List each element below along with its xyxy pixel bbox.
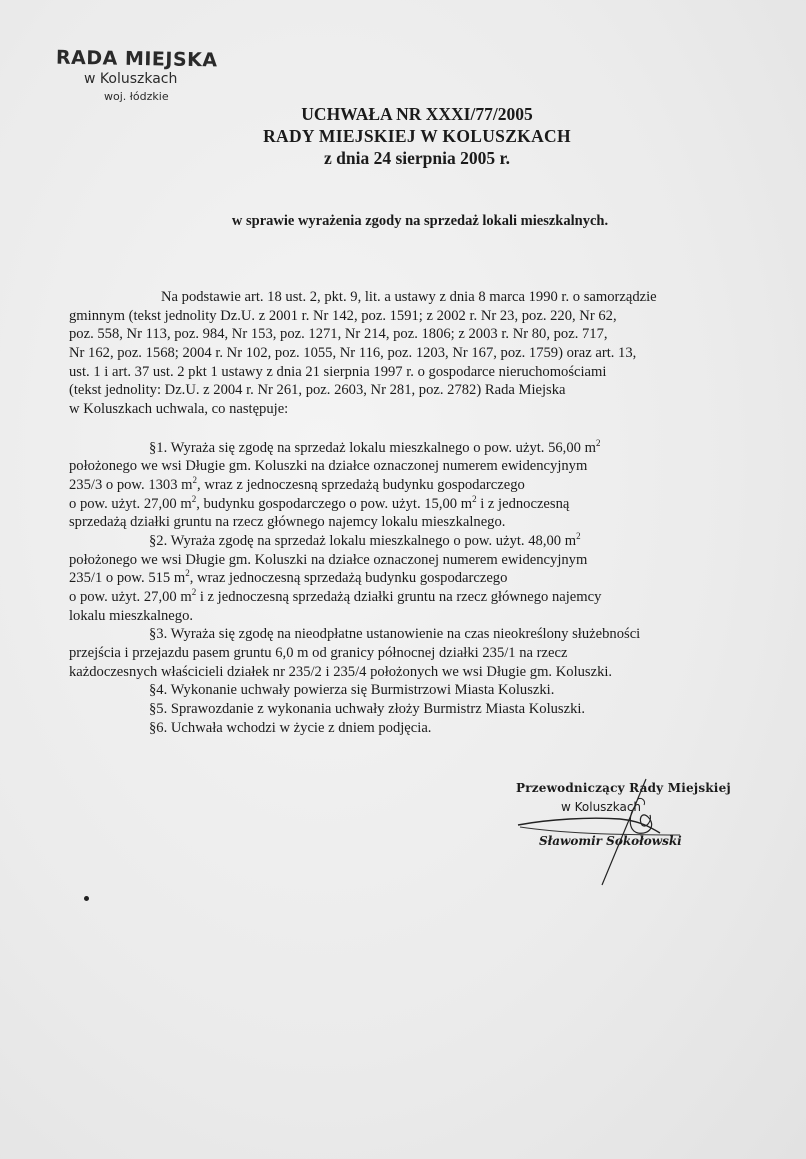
- preamble-line: Na podstawie art. 18 ust. 2, pkt. 9, lit. a ustawy z dnia 8 marca 1990 r. o samorządzie: [161, 289, 657, 305]
- ink-speck: [84, 896, 89, 901]
- section-1-line: sprzedażą działki gruntu na rzecz głównego najemcy lokalu mieszkalnego.: [69, 514, 506, 530]
- section-2-line: o pow. użyt. 27,00 $m^2$ i z jednoczesną sprzedażą działki gruntu na rzecz głównego najemcy: [69, 587, 602, 605]
- signature-title: Przewodniczący Rady Miejskiej: [516, 781, 731, 795]
- resolution-date: z dnia 24 sierpnia 2005 r.: [323, 148, 511, 168]
- section-3-line: przejścia i przejazdu pasem gruntu 6,0 m od granicy północnej działki 235/1 na rzecz: [69, 645, 568, 661]
- stamp-line-2: w Koluszkach: [84, 71, 178, 87]
- preamble-line: gminnym (tekst jednolity Dz.U. z 2001 r. Nr 142, poz. 1591; z 2002 r. Nr 23, poz. 220, Nr 62,: [69, 308, 617, 324]
- section-6: §6. Uchwała wchodzi w życie z dniem podjęcia.: [149, 720, 432, 736]
- stamp-line-3: woj. łódzkie: [104, 90, 169, 103]
- section-1-line: §1. Wyraża się zgodę na sprzedaż lokalu mieszkalnego o pow. użyt. 56,00 $m^2$: [149, 438, 601, 456]
- preamble-line: (tekst jednolity: Dz.U. z 2004 r. Nr 261, poz. 2603, Nr 281, poz. 2782) Rada Miejska: [69, 382, 566, 398]
- section-4: §4. Wykonanie uchwały powierza się Burmistrzowi Miasta Koluszki.: [149, 682, 555, 698]
- section-1-line: o pow. użyt. 27,00 $m^2$, budynku gospodarczego o pow. użyt. 15,00 $m^2$ i z jednoczesną: [69, 494, 570, 512]
- section-2-line: położonego we wsi Długie gm. Koluszki na działce oznaczonej numerem ewidencyjnym: [69, 552, 588, 568]
- signature-name: Sławomir Sokołowski: [539, 834, 682, 848]
- section-3-line: każdoczesnych właścicieli działek nr 235/2 i 235/4 położonych we wsi Długie gm. Koluszki.: [69, 664, 613, 680]
- section-2-line: §2. Wyraża zgodę na sprzedaż lokalu mieszkalnego o pow. użyt. 48,00 $m^2$: [149, 531, 581, 549]
- section-5: §5. Sprawozdanie z wykonania uchwały złoży Burmistrz Miasta Koluszki.: [149, 701, 586, 717]
- resolution-title: UCHWAŁA NR XXXI/77/2005: [301, 104, 533, 124]
- section-2-line: 235/1 o pow. 515 $m^2$, wraz jednoczesną sprzedażą budynku gospodarczego: [69, 568, 508, 586]
- resolution-body: RADY MIEJSKIEJ W KOLUSZKACH: [263, 126, 571, 146]
- section-3-line: §3. Wyraża się zgodę na nieodpłatne ustanowienie na czas nieokreślony służebności: [149, 626, 641, 642]
- section-1-line: 235/3 o pow. 1303 $m^2$, wraz z jednoczesną sprzedażą budynku gospodarczego: [69, 475, 525, 493]
- section-1-line: położonego we wsi Długie gm. Koluszki na działce oznaczonej numerem ewidencyjnym: [69, 458, 588, 474]
- stamp-line-1: RADA MIEJSKA: [55, 46, 218, 72]
- handwritten-signature-icon: [510, 775, 710, 895]
- preamble-line: Nr 162, poz. 1568; 2004 r. Nr 102, poz. 1055, Nr 116, poz. 1203, Nr 167, poz. 1759) oraz art. 13,: [69, 345, 637, 361]
- preamble-line: ust. 1 i art. 37 ust. 2 pkt 1 ustawy z dnia 21 sierpnia 1997 r. o gospodarce nieruchomościami: [69, 364, 607, 380]
- preamble-line: w Koluszkach uchwala, co następuje:: [69, 401, 289, 417]
- section-2-line: lokalu mieszkalnego.: [69, 608, 194, 624]
- resolution-subject: w sprawie wyrażenia zgody na sprzedaż lokali mieszkalnych.: [231, 213, 609, 229]
- signature-place: w Koluszkach: [561, 800, 642, 814]
- preamble-line: poz. 558, Nr 113, poz. 984, Nr 153, poz. 1271, Nr 214, poz. 1806; z 2003 r. Nr 80, poz. 717,: [69, 326, 608, 342]
